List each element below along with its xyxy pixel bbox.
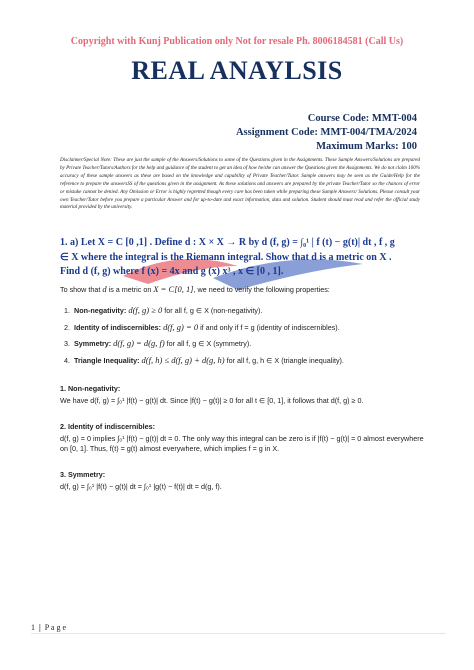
list-item: 2. Identity of indiscernibles: d(f, g) = 0 if and only if f = g (identity of indiscernibles). bbox=[72, 322, 430, 333]
maximum-marks: Maximum Marks: 100 bbox=[316, 141, 417, 152]
section-non-negativity: 1. Non-negativity: We have d(f, g) = ∫₀¹ |f(t) − g(t)| dt. Since |f(t) − g(t)| ≥ 0 for all t ∈ [0, 1], it follows that d(f, g) ≥ 0. bbox=[60, 383, 364, 405]
page-label: P a g e bbox=[44, 623, 67, 632]
course-code: Course Code: MMT-004 bbox=[307, 113, 417, 124]
section-identity: 2. Identity of indiscernibles: d(f, g) = 0 implies ∫₀¹ |f(t) − g(t)| dt = 0. The only way this integral can be zero is if |f(t) − g(t)| = 0 almost everywhere on [0, 1]. Thus, f(t) = g(t) almost everywhere, which implies f = g in X. bbox=[60, 421, 424, 453]
document-title: REAL ANAYLSIS bbox=[131, 56, 343, 85]
section-symmetry: 3. Symmetry: d(f, g) = ∫₀¹ |f(t) − g(t)| dt = ∫₀¹ |g(t) − f(t)| dt = d(g, f). bbox=[60, 469, 222, 491]
footer-divider bbox=[31, 633, 446, 634]
disclaimer-text: Disclaimer/Special Note: These are just the sample of the Answers/Solutions to some of the Questions given in the Assignments. These Sample Answers/Solutions are prepared by Private Teacher/Tutors/Authors for the help and guidance of the student to get an idea of how he/she can answer the Questions given the Assignments. We do not claim 100% accuracy of these sample answers as these are based on the knowledge and capability of Private Teacher/Tutor. Sample answers may be seen as the Guide/Help for the reference to prepare the answersSS of the questions given in the assignment. As these solutions and answers are prepared by the private Teacher/Tutor so the chances of error or mistake cannot be denied. Any Omission or Error is highly regretted though every care has been taken while preparing these Sample Answers/ Solutions. Please consult your own Teacher/Tutor before you prepare a particular Answer and for up-to-date and exact information, data and solution. Student should must read and refer the official study material provided by the university. bbox=[60, 157, 421, 211]
question-line-1: 1. a) Let X = C [0 ,1] . Define d : X × X → R by d (f, g) = ∫₀¹ | f (t) − g(t)| dt , f , g bbox=[60, 237, 395, 248]
list-item: 1. Non-negativity: d(f, g) ≥ 0 for all f, g ∈ X (non-negativity). bbox=[72, 305, 430, 316]
answer-body bbox=[60, 284, 430, 492]
question-line-2: ∈ X where the integral is the Riemann integral. Show that d is a metric on X . bbox=[60, 251, 392, 263]
list-item: 3. Symmetry: d(f, g) = d(g, f) for all f, g ∈ X (symmetry). bbox=[72, 338, 430, 349]
metric-properties-list bbox=[60, 305, 430, 366]
page-number: 1 bbox=[31, 623, 35, 632]
answer-intro: To show that d is a metric on X = C[0, 1], we need to verify the following properties: bbox=[60, 284, 330, 294]
assignment-code: Assignment Code: MMT-004/TMA/2024 bbox=[235, 127, 417, 138]
assignment-codes bbox=[236, 112, 417, 154]
question-1a bbox=[60, 236, 420, 280]
page-footer bbox=[31, 623, 66, 632]
list-item: 4. Triangle Inequality: d(f, h) ≤ d(f, g) + d(g, h) for all f, g, h ∈ X (triangle inequality). bbox=[72, 355, 430, 366]
question-line-3: Find d (f, g) where f (x) = 4x and g (x) x³ , x ∈ [0 , 1]. bbox=[60, 266, 284, 277]
copyright-notice: Copyright with Kunj Publication only Not for resale Ph. 8006184581 (Call Us) bbox=[70, 36, 404, 47]
footer-separator: | bbox=[39, 623, 41, 632]
